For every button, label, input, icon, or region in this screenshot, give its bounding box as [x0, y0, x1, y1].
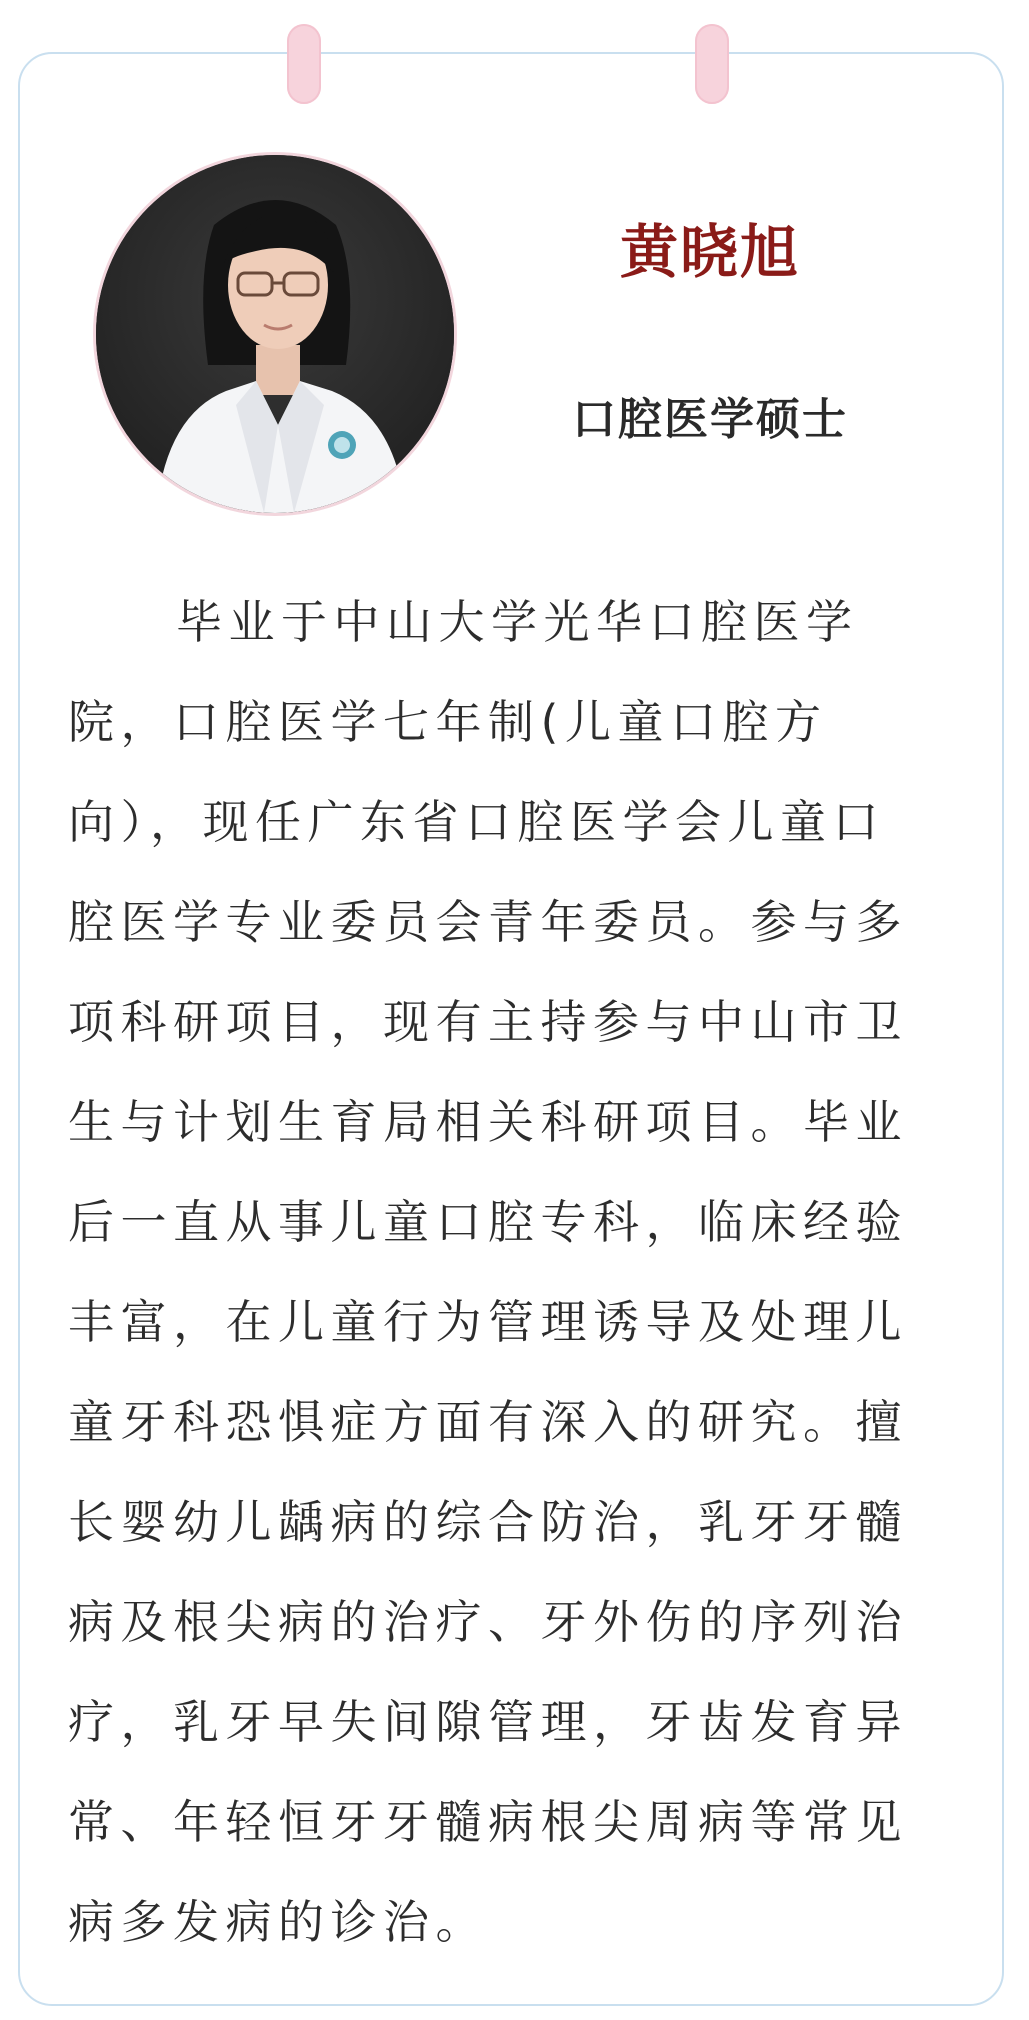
- doctor-portrait-icon: [96, 155, 454, 513]
- bio-line: 腔医学专业委员会青年委员。参与多: [68, 895, 908, 949]
- bio-line: 病多发病的诊治。: [68, 1895, 488, 1949]
- doctor-name: 黄晓旭: [619, 218, 800, 286]
- binder-tab-right: [695, 24, 729, 104]
- bio-line: 院，口腔医学七年制(儿童口腔方: [68, 695, 828, 749]
- bio-line: 后一直从事儿童口腔专科，临床经验: [68, 1195, 908, 1249]
- bio-line: 病及根尖病的治疗、牙外伤的序列治: [68, 1595, 908, 1649]
- doctor-degree: 口腔医学硕士: [572, 394, 848, 445]
- bio-line: 生与计划生育局相关科研项目。毕业: [68, 1095, 908, 1149]
- doctor-bio: [68, 572, 930, 1972]
- bio-line: 向），现任广东省口腔医学会儿童口: [68, 795, 885, 849]
- binder-tab-left: [287, 24, 321, 104]
- bio-line: 常、年轻恒牙牙髓病根尖周病等常见: [68, 1795, 908, 1849]
- bio-line: 童牙科恐惧症方面有深入的研究。擅: [68, 1395, 908, 1449]
- bio-line: 项科研项目，现有主持参与中山市卫: [68, 995, 908, 1049]
- bio-line: 丰富，在儿童行为管理诱导及处理儿: [68, 1295, 908, 1349]
- bio-line: 毕业于中山大学光华口腔医学: [176, 595, 859, 649]
- bio-line: 疗，乳牙早失间隙管理，牙齿发育异: [68, 1695, 908, 1749]
- bio-line: 长婴幼儿龋病的综合防治，乳牙牙髓: [68, 1495, 908, 1549]
